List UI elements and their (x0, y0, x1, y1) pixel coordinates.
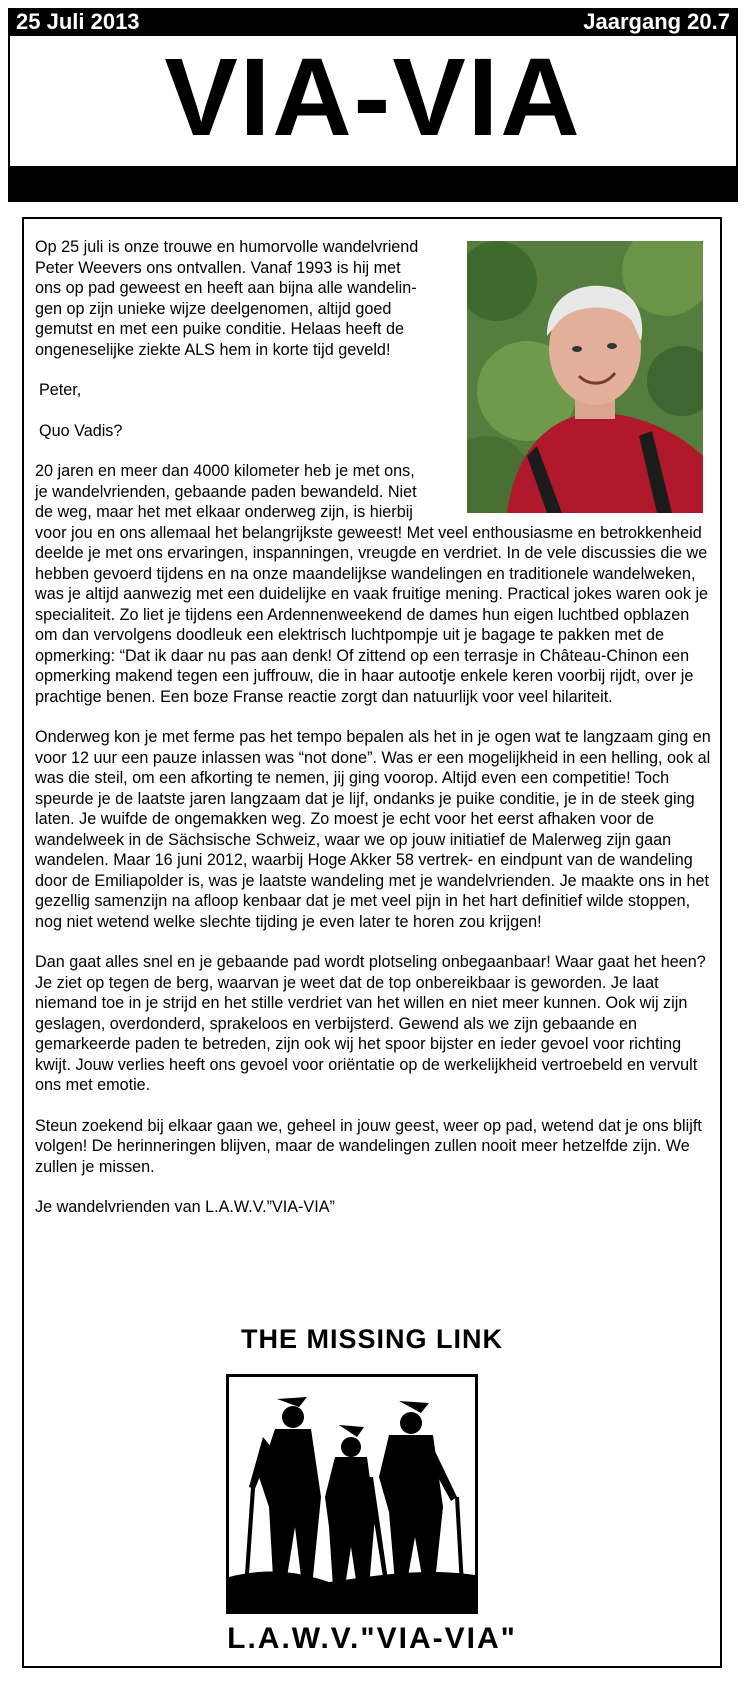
signature: Je wandelvrienden van L.A.W.V.”VIA-VIA” (35, 1198, 335, 1216)
paragraph-1: 20 jaren en meer dan 4000 kilometer heb je met ons, je wandelvrienden, gebaande paden bewandeld. Niet de weg, maar het met elkaar onderweg zijn, is hierbij voor jou en ons allemaal het belangrijkste geweest! Met veel enthousiasme en betrokkenheid deelde je met ons ervaringen, inspanningen, vreugde en verdriet. In de vele discussies die we hebben gevoerd tijdens en na onze maandelijkse wandelingen en traditionele wandelweken, was je altijd aanwezig met een duidelijke en vaak fruitige mening. Practical jokes waren ook je specialiteit. Zo liet je tijdens een Ardennenweekend de dames hun eigen luchtbed opblazen om dan vervolgens doodleuk een elektrisch luchtpompje uit je bagage te pakken met de opmerking: “Dat ik daar nu pas aan denk! Of zittend op een terrasje in Château-Chinon een opmerking makend tegen een juffrouw, die in haar autootje enkele keren voorbij rijdt, over je prachtige benen. Een boze Franse reactie zorgt dan natuurlijk voor veel hilariteit. (35, 462, 709, 706)
article-body (35, 237, 715, 1238)
issue-date: 25 Juli 2013 (16, 9, 140, 34)
quo-vadis: Quo Vadis? (39, 421, 123, 440)
paragraph-4: Steun zoekend bij elkaar gaan we, geheel in jouw geest, weer op pad, wetend dat je ons blijft volgen! De herinneringen blijven, maar de wandelingen zullen nooit meer hetzelfde zijn. We zullen je missen. (35, 1116, 702, 1176)
logo-caption: L.A.W.V."VIA-VIA" (227, 1622, 517, 1655)
paragraph-3: Dan gaat alles snel en je gebaande pad wordt plotseling onbegaanbaar! Waar gaat het heen? Je ziet op tegen de berg, waarvan je weet dat de top onbereikbaar is geworden. Je laat niemand toe in je strijd en het stille verdriet van het willen en niet meer kunnen. Ook wij zijn geslagen, overdonderd, sprakeloos en verbijsterd. Gewend als we zijn gebaande en gemarkeerde paden te betreden, zijn ook wij het spoor bijster en ieder gevoel voor richting kwijt. Jouw verlies heeft ons gevoel voor oriëntatie op de werkelijkheid vertroebeld en vervult ons met emotie. (35, 953, 706, 1094)
salutation: Peter, (39, 381, 82, 399)
hikers-silhouette-logo (226, 1374, 478, 1614)
masthead-rule (8, 166, 738, 202)
paragraph-2: Onderweg kon je met ferme pas het tempo bepalen als het in je ogen wat te langzaam ging en voor 12 uur een pauze inlassen was “not done”. Was er een mogelijkheid in een helling, ook al was die steil, om een afkorting te nemen, jij ging voorop. Altijd even een competitie! Toch speurde je de laatste jaren langzaam dat je lijf, ondanks je puike conditie, je in de steek ging laten. Je wuifde de ongemakken weg. Zo moest je echt voor het eerst afhaken voor de wandelweek in de Sächsische Schweiz, waar we op jouw initiatief de Malerweg zijn gaan wandelen. Maar 16 juni 2012, waarbij Hoge Akker 58 vertrek- en eindpunt van de wandeling door de Emiliapolder is, was je laatste wandeling met je wandelvrienden. Je maakte ons in het gezellig samenzijn na afloop kenbaar dat je met veel pijn in het hart definitief wilde stoppen, nog niet wetend welke slechte tijding je even later te horen zou krijgen! (35, 728, 711, 931)
header-bar (8, 8, 738, 36)
masthead (8, 36, 738, 166)
intro-paragraph: Op 25 juli is onze trouwe en humorvolle wandelvriend Peter Weevers ons ontvallen. Vanaf 1993 is hij met ons op pad geweest en heeft aan bijna alle wandelin- gen op zijn unieke wijze deelgenomen, altijd goed gemutst en met een puike conditie. Helaas heeft de ongeneselijke ziekte ALS hem in korte tijd geveld! (35, 238, 419, 359)
masthead-title: VIA-VIA (164, 36, 582, 159)
logo-title: THE MISSING LINK (240, 1324, 503, 1354)
issue-volume: Jaargang 20.7 (583, 9, 730, 34)
article-frame (22, 217, 722, 1668)
